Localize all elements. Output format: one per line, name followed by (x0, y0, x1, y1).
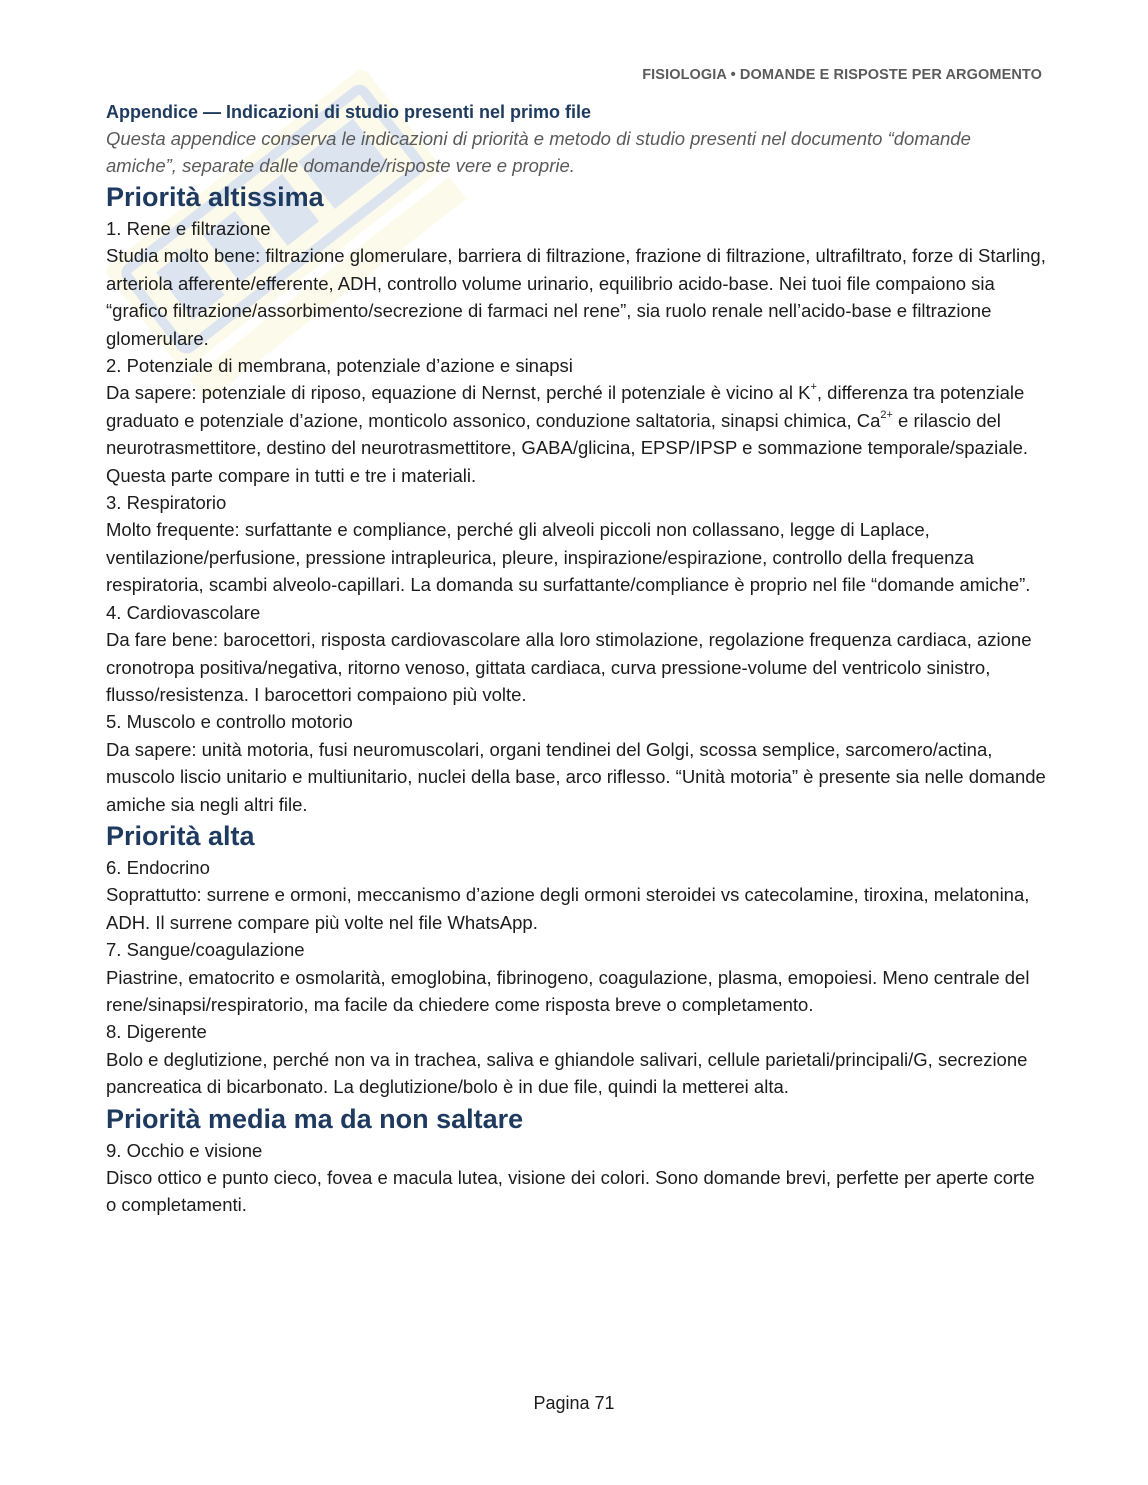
superscript: + (810, 381, 817, 394)
page-number: Pagina 71 (533, 1393, 615, 1413)
topic-body: Bolo e deglutizione, perché non va in trachea, saliva e ghiandole salivari, cellule parietali/principali/G, secrezione pancreatica di bicarbonato. La deglutizione/bolo è in due file, quindi la metterei alta. (106, 1048, 1028, 1098)
section-heading: Priorità media ma da non saltare (106, 1103, 524, 1134)
topic-title: 7. Sangue/coagulazione (106, 939, 305, 961)
topic-body: Da fare bene: barocettori, risposta cardiovascolare alla loro stimolazione, regolazione frequenza cardiaca, azione cronotropa positiva/negativa, ritorno venoso, gittata cardiaca, curva pressione-volume del ventricolo sinistro, flusso/resistenza. I barocettori compaiono più volte. (106, 629, 1032, 705)
appendix-title: Appendice — Indicazioni di studio presenti nel primo file (106, 102, 592, 122)
topic-title: 9. Occhio e visione (106, 1139, 263, 1161)
text-run: , differenza tra potenziale graduato e potenziale d’azione, monticolo assonico, conduzione saltatoria, sinapsi chimica, Ca (106, 382, 1025, 431)
topic-title: 2. Potenziale di membrana, potenziale d’azione e sinapsi (106, 355, 573, 377)
topic-body: Da sapere: unità motoria, fusi neuromuscolari, organi tendinei del Golgi, scossa semplice, sarcomero/actina, muscolo liscio unitario e multiunitario, nuclei della base, arco riflesso. “Unità motoria” è presente sia nelle domande amiche sia negli altri file. (106, 738, 1046, 815)
topic-body (106, 379, 1046, 489)
topic-body: Studia molto bene: filtrazione glomerulare, barriera di filtrazione, frazione di filtrazione, ultrafiltrato, forze di Starling, arteriola afferente/efferente, ADH, controllo volume urinario, equilibrio acido-base. Nei tuoi file compaiono sia “grafico filtrazione/assorbimento/secrezione di farmaci nel rene”, sia ruolo renale nell’acido-base e filtrazione glomerulare. (106, 245, 1046, 349)
page-content (106, 99, 1046, 1219)
superscript: 2+ (880, 408, 893, 421)
topic-title: 6. Endocrino (106, 856, 210, 878)
topic-body: Piastrine, ematocrito e osmolarità, emoglobina, fibrinogeno, coagulazione, plasma, emopoiesi. Meno centrale del rene/sinapsi/respiratorio, ma facile da chiedere come risposta breve o completamento. (106, 966, 1030, 1015)
topic-body: Molto frequente: surfattante e compliance, perché gli alveoli piccoli non collassano, legge di Laplace, ventilazione/perfusione, pressione intrapleurica, pleure, inspirazione/espirazione, controllo della frequenza respiratoria, scambi alveolo-capillari. La domanda su surfattante/compliance è proprio nel file “domande amiche”. (106, 519, 1031, 596)
topic-title: 1. Rene e filtrazione (106, 218, 271, 239)
topic-title: 8. Digerente (106, 1021, 207, 1043)
running-header: FISIOLOGIA • DOMANDE E RISPOSTE PER ARGOMENTO (642, 67, 1042, 83)
topic-title: 3. Respiratorio (106, 492, 227, 514)
text-run: Da sapere: potenziale di riposo, equazione di Nernst, perché il potenziale è vicino al K (106, 382, 811, 404)
topic-body: Soprattutto: surrene e ormoni, meccanismo d’azione degli ormoni steroidei vs catecolamine, tiroxina, melatonina, ADH. Il surrene compare più volte nel file WhatsApp. (106, 884, 1030, 933)
appendix-intro: Questa appendice conserva le indicazioni di priorità e metodo di studio presenti nel documento “domande amiche”, separate dalle domande/risposte vere e proprie. (106, 128, 971, 176)
section-heading: Priorità alta (106, 820, 255, 851)
text-run: e rilascio del neurotrasmettitore, destino del neurotrasmettitore, GABA/glicina, EPSP/IPSP e sommazione temporale/spaziale. Questa parte compare in tutti e tre i materiali. (106, 409, 1029, 486)
topic-body: Disco ottico e punto cieco, fovea e macula lutea, visione dei colori. Sono domande brevi, perfette per aperte corte o completamenti. (106, 1167, 1035, 1216)
topic-title: 5. Muscolo e controllo motorio (106, 711, 353, 733)
topic-title: 4. Cardiovascolare (106, 601, 261, 623)
section-heading: Priorità altissima (106, 182, 324, 212)
